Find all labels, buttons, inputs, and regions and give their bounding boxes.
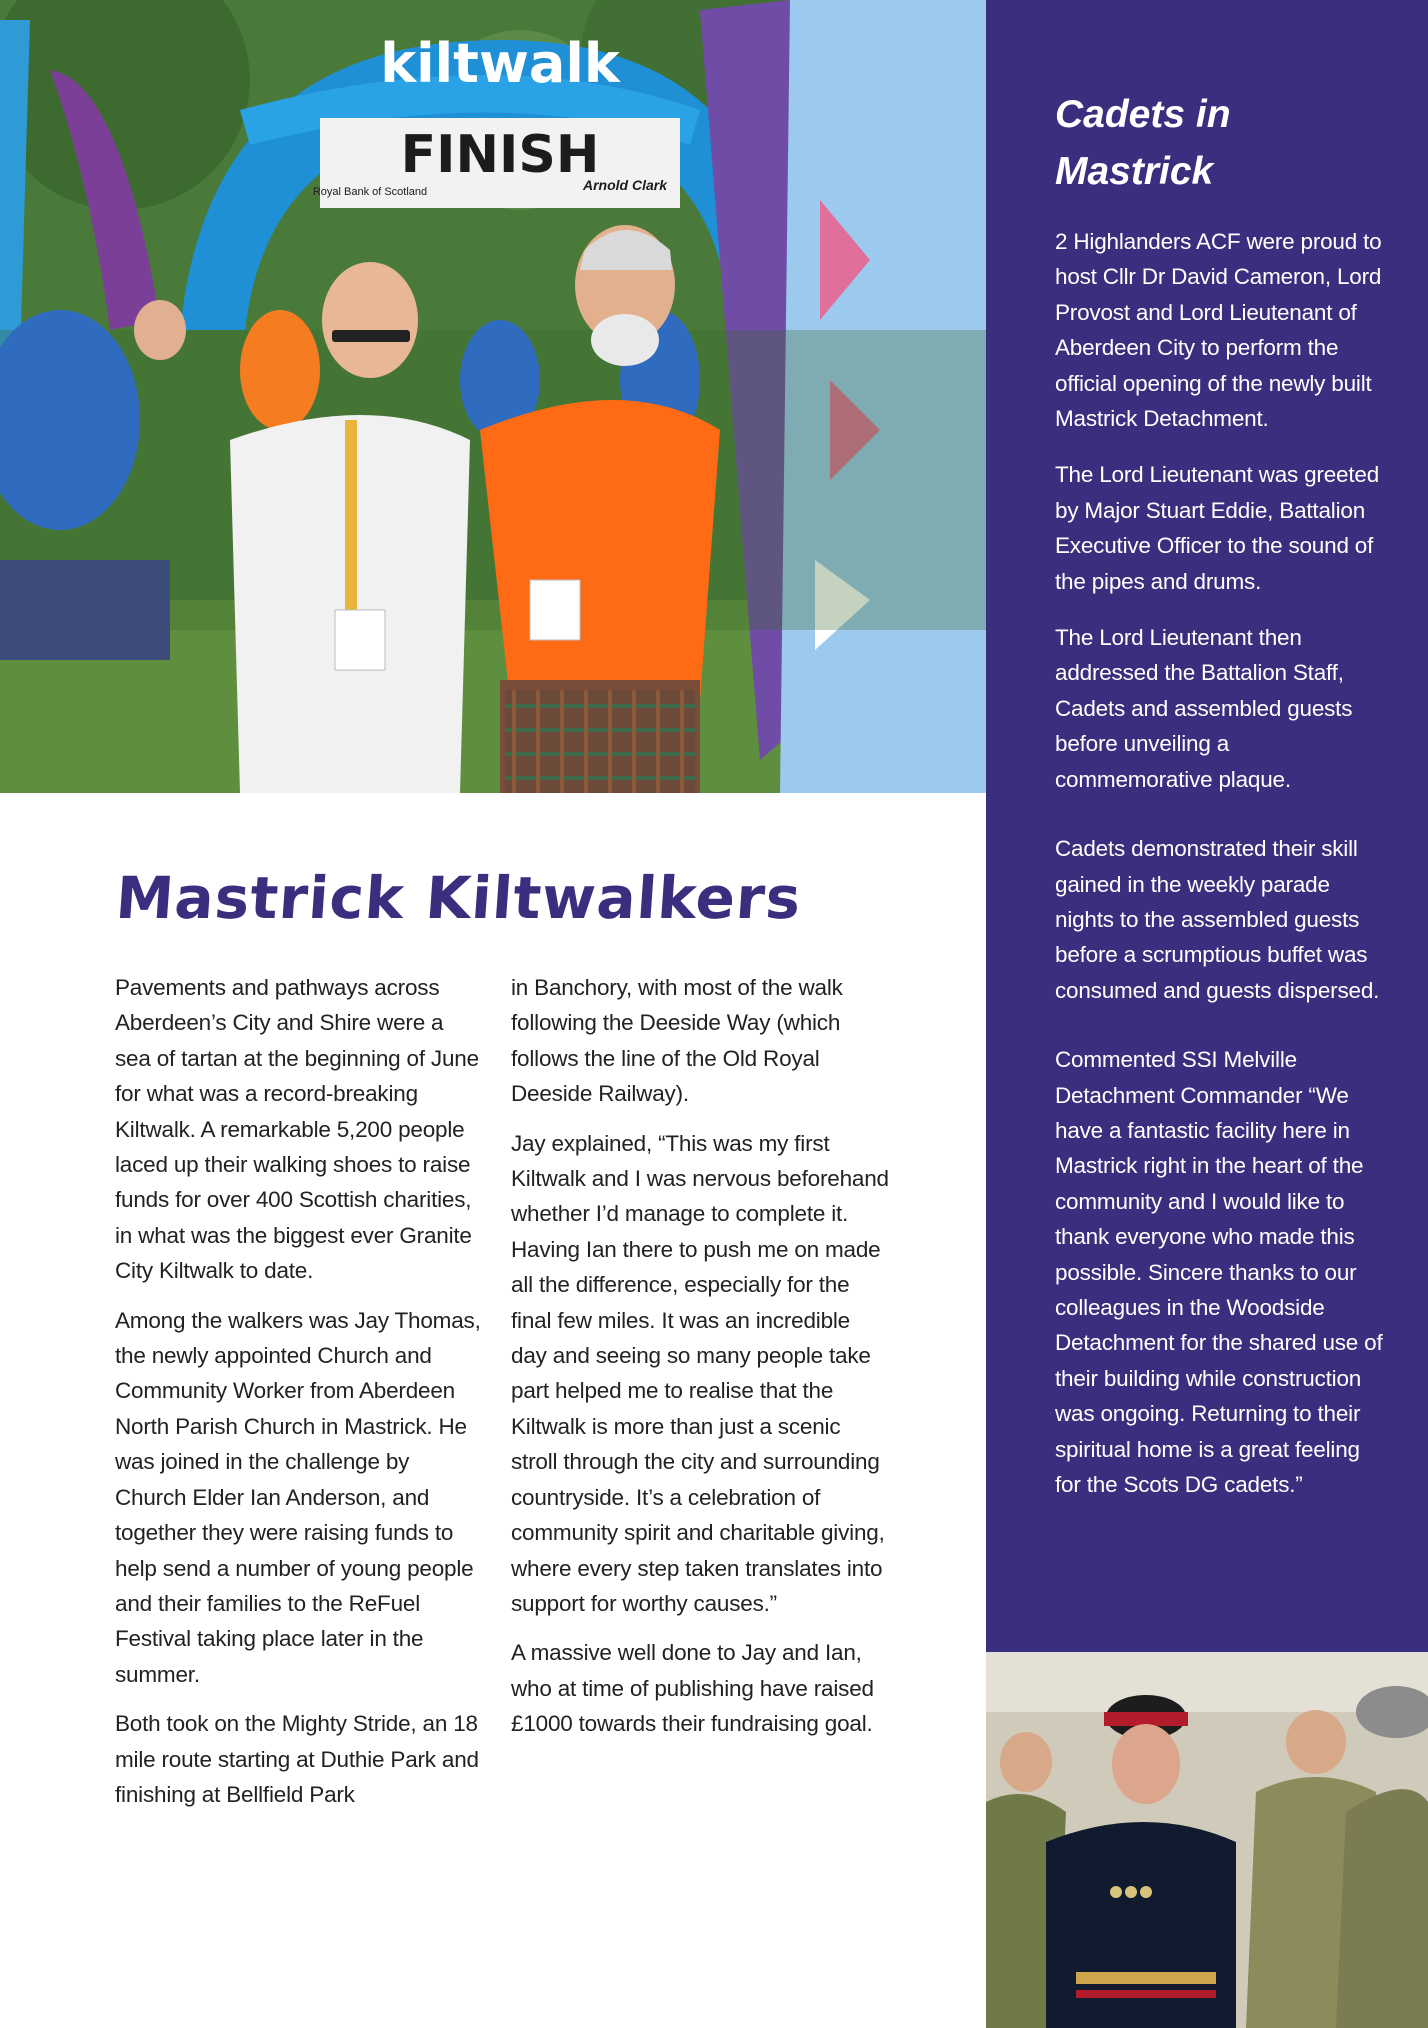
article-paragraph: A massive well done to Jay and Ian, who at time of publishing have raised £1000 towards their fundraising goal. xyxy=(511,1640,874,1737)
article-paragraph: in Banchory, with most of the walk following the Deeside Way (which follows the line of the Old Royal Deeside Railway). xyxy=(511,975,843,1107)
sidebar-paragraph: Commented SSI Melville Detachment Commander “We have a fantastic facility here in Mastrick right in the heart of the community and I would like to thank everyone who made this possible. Sincere thanks to our colleagues in the Woodside Detachment for the shared use of their building while construction was ongoing. Returning to their spiritual home is a great feeling for the Scots DG cadets.” xyxy=(1055,1047,1383,1497)
sponsor-left-text: Royal Bank of Scotland xyxy=(312,186,428,198)
finish-banner-text: FINISH xyxy=(400,125,600,185)
sidebar-paragraph: The Lord Lieutenant was greeted by Major Stuart Eddie, Battalion Executive Officer to the sound of the pipes and drums. xyxy=(1055,462,1380,594)
article-paragraph: Pavements and pathways across Aberdeen’s City and Shire were a sea of tartan at the beginning of June for what was a record-breaking Kiltwalk. A remarkable 5,200 people laced up their walking shoes to raise funds for over 400 Scottish charities, in what was the biggest ever Granite City Kiltwalk to date. xyxy=(115,975,479,1284)
article-paragraph: Jay explained, “This was my first Kiltwalk and I was nervous beforehand whether I’d manage to complete it. Having Ian there to push me on made all the difference, especially for the final few miles. It was an incredible day and seeing so many people take part helped me to realise that the Kiltwalk is more than just a scenic stroll through the city and surrounding countryside. It’s a celebration of community spirit and charitable giving, where every step taken translates into support for worthy causes.” xyxy=(511,1130,889,1616)
sidebar-paragraph: The Lord Lieutenant then addressed the Battalion Staff, Cadets and assembled guests before unveiling a commemorative plaque. xyxy=(1055,625,1353,792)
article-paragraph: Among the walkers was Jay Thomas, the newly appointed Church and Community Worker from Aberdeen North Parish Church in Mastrick. He was joined in the challenge by Church Elder Ian Anderson, and together they were raising funds to help send a number of young people and their families to the ReFuel Festival taking place later in the summer. xyxy=(115,1307,481,1687)
article-column-left xyxy=(115,970,485,1826)
arch-brand-text: kiltwalk xyxy=(380,32,620,95)
cadets-sidebar xyxy=(986,0,1428,1652)
sidebar-title: Cadets in Mastrick xyxy=(1055,93,1231,193)
article-column-right xyxy=(511,970,891,1756)
sponsor-right-text: Arnold Clark xyxy=(582,177,668,193)
kiltwalk-finish-photo xyxy=(0,0,986,793)
article-paragraph: Both took on the Mighty Stride, an 18 mile route starting at Duthie Park and finishing at Bellfield Park xyxy=(115,1711,479,1807)
lord-lieutenant-photo xyxy=(986,1652,1428,2028)
sidebar-paragraph: 2 Highlanders ACF were proud to host Cllr Dr David Cameron, Lord Provost and Lord Lieutenant of Aberdeen City to perform the official opening of the newly built Mastrick Detachment. xyxy=(1055,229,1382,432)
sidebar-paragraph: Cadets demonstrated their skill gained in the weekly parade nights to the assembled guests before a scrumptious buffet was consumed and guests dispersed. xyxy=(1055,836,1380,1003)
article-title: Mastrick Kiltwalkers xyxy=(113,864,804,932)
